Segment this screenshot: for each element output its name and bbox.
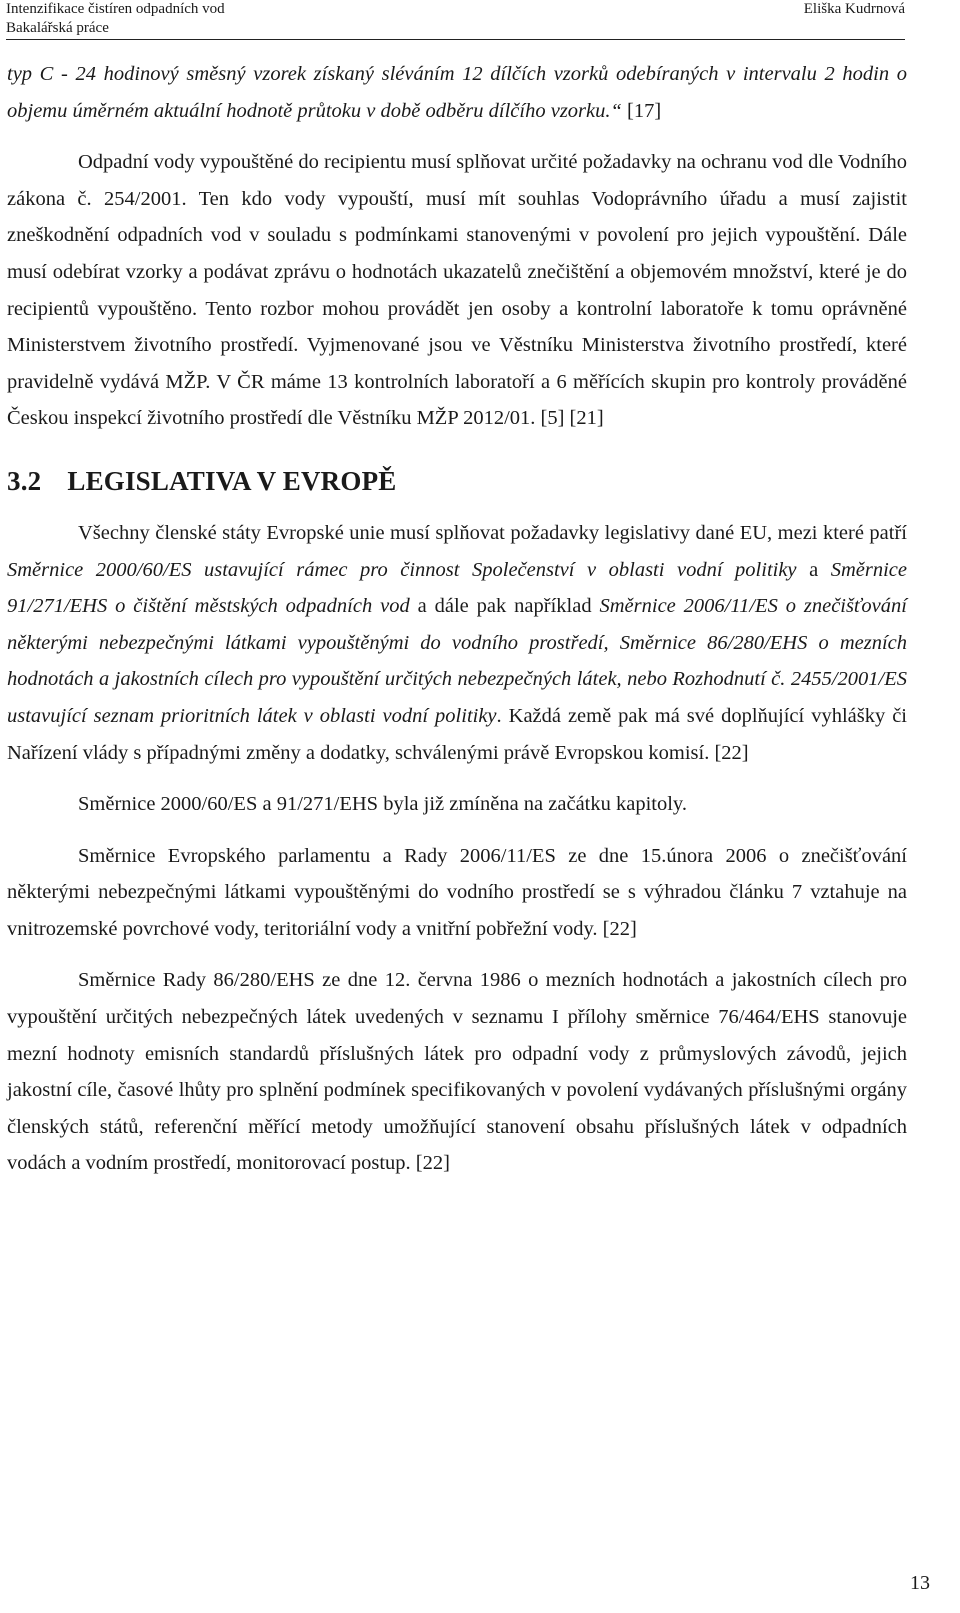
paragraph-directive-86-280: Směrnice Rady 86/280/EHS ze dne 12. června 1986 o mezních hodnotách a jakostních cílech pro vypouštění určitých nebezpečných látek uvedených v seznamu I přílohy směrnice 76/464/EHS stanovuje mezní hodnoty emisních standardů příslušných látek pro odpadní vody z průmyslových závodů, jejich jakostní cíle, časové lhůty pro splnění podmínek specifikovaných v povolení vydávaných příslušnými orgány členských států, referenční měřící metody umožňující stanovení obsahu příslušných látek v odpadních vodách a vodním prostředí, monitorovací postup. [22] [7, 969, 907, 1175]
text-part-1: Všechny členské státy Evropské unie musí splňovat požadavky legislativy dané EU, mezi které patří [78, 521, 907, 544]
header-left [6, 0, 225, 38]
page-header [6, 0, 905, 40]
paragraph-eu-legislation [7, 515, 907, 771]
text-part-2: a [796, 558, 831, 581]
document-body [7, 56, 907, 1182]
section-title: LEGISLATIVA V EVROPĚ [67, 465, 397, 496]
section-heading [7, 463, 907, 499]
page-number: 13 [910, 1572, 930, 1594]
section-number: 3.2 [7, 465, 42, 496]
intro-quote-paragraph [7, 56, 907, 129]
directive-2000-60: Směrnice 2000/60/ES ustavující rámec pro činnost Společenství v oblasti vodní politiky [7, 558, 797, 581]
header-subtitle: Bakalářská práce [6, 20, 109, 36]
intro-quote: typ C - 24 hodinový směsný vzorek získaný sléváním 12 dílčích vzorků odebíraných v intervalu 2 hodin o objemu úměrném aktuální hodnotě průtoku v době odběru dílčího vzorku.“ [7, 63, 907, 122]
header-author: Eliška Kudrnová [803, 1, 905, 17]
paragraph-directive-note: Směrnice 2000/60/ES a 91/271/EHS byla již zmíněna na začátku kapitoly. [78, 793, 687, 816]
directives-list: Směrnice 2006/11/ES o znečišťování některými nebezpečnými látkami vypouštěnými do vodního prostředí, Směrnice 86/280/EHS o mezních hodnotách a jakostních cílech pro vypouštění určitých nebezpečných látek, nebo Rozhodnutí č. 2455/2001/ES ustavující seznam prioritních látek v oblasti vodní politiky [7, 595, 907, 727]
directive-91-271: Směrnice 91/271/EHS o čištění městských odpadních vod [7, 558, 907, 618]
text-part-3: a dále pak například [409, 595, 600, 618]
text-part-4: . Každá země pak má své doplňující vyhlášky či Nařízení vlády s případnými změny a dodatky, schválenými právě Evropskou komisí. [22] [7, 704, 907, 764]
intro-reference: [17] [621, 99, 662, 122]
header-title: Intenzifikace čistíren odpadních vod [6, 1, 225, 17]
paragraph-water-act: Odpadní vody vypouštěné do recipientu musí splňovat určité požadavky na ochranu vod dle Vodního zákona č. 254/2001. Ten kdo vody vypouští, musí mít souhlas Vodoprávního úřadu a musí zajistit zneškodnění odpadních vod v souladu s podmínkami stanovenými v povolení pro jejich vypouštění. Dále musí odebírat vzorky a podávat zprávu o hodnotách ukazatelů znečištění a objemovém množství, které je do recipientů vypouštěno. Tento rozbor mohou provádět jen osoby a kontrolní laboratoře k tomu oprávněné Ministerstvem životního prostředí. Vyjmenované jsou ve Věstníku Ministerstva životního prostředí, které pravidelně vydává MŽP. V ČR máme 13 kontrolních laboratoří a 6 měřících skupin pro kontroly prováděné Českou inspekcí životního prostředí dle Věstníku MŽP 2012/01. [5] [21] [7, 151, 907, 430]
paragraph-directive-2006-11: Směrnice Evropského parlamentu a Rady 2006/11/ES ze dne 15.února 2006 o znečišťování některými nebezpečnými látkami vypouštěnými do vodního prostředí se s výhradou článku 7 vztahuje na vnitrozemské povrchové vody, teritoriální vody a vnitřní pobřežní vody. [22] [7, 844, 907, 940]
